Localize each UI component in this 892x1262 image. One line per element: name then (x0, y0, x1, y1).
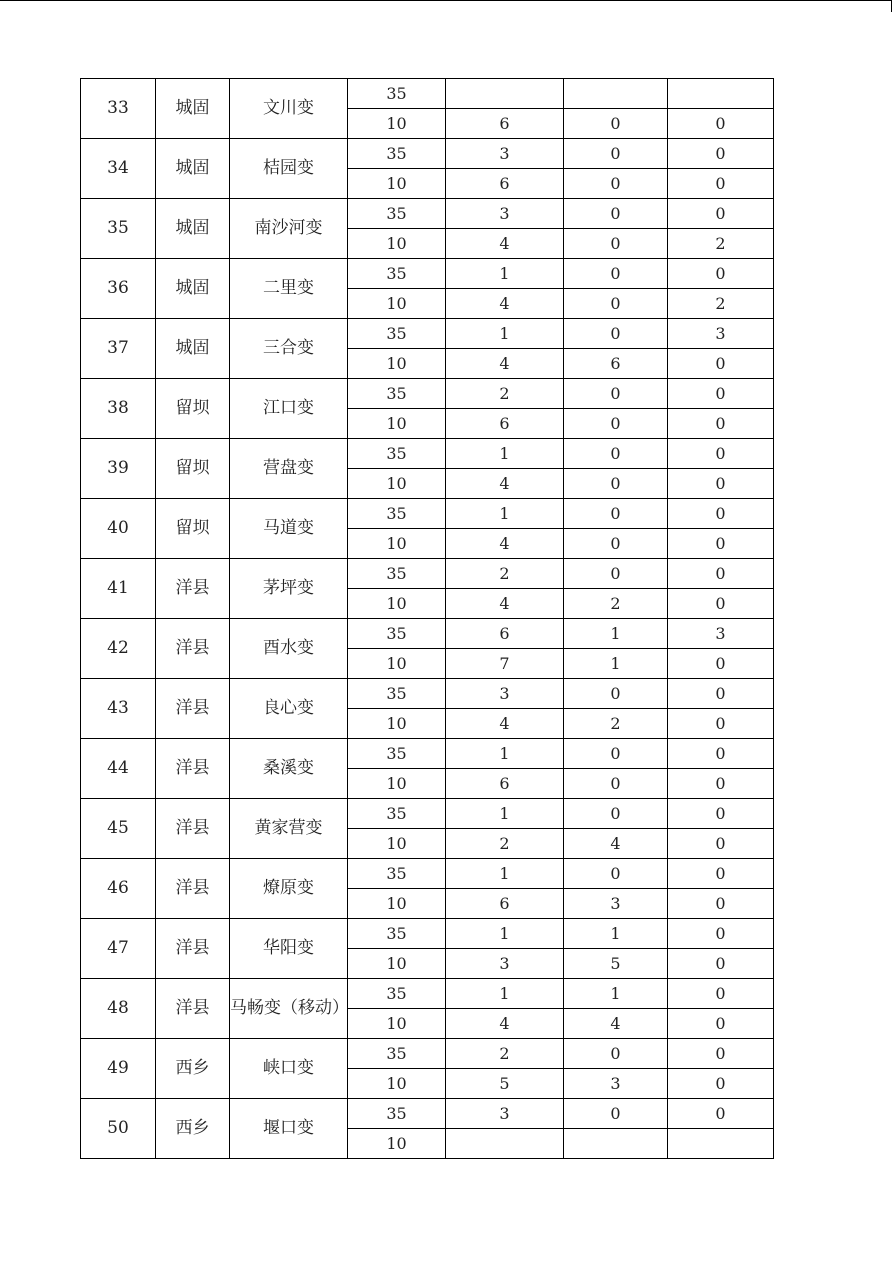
count-c-cell: 3 (668, 619, 774, 649)
station-cell: 江口变 (230, 379, 348, 439)
count-c-cell: 0 (668, 859, 774, 889)
voltage-cell: 35 (348, 559, 446, 589)
row-number-cell: 33 (81, 79, 156, 139)
voltage-cell: 10 (348, 1129, 446, 1159)
count-a-cell: 6 (446, 889, 564, 919)
count-b-cell: 0 (564, 529, 668, 559)
county-cell: 洋县 (156, 859, 230, 919)
count-c-cell: 0 (668, 829, 774, 859)
count-b-cell: 6 (564, 349, 668, 379)
voltage-cell: 10 (348, 469, 446, 499)
voltage-cell: 10 (348, 1009, 446, 1039)
count-c-cell: 0 (668, 259, 774, 289)
table-row (81, 859, 774, 889)
count-a-cell: 2 (446, 559, 564, 589)
table-row (81, 499, 774, 529)
substation-table-body (81, 79, 774, 1159)
station-cell: 文川变 (230, 79, 348, 139)
row-number-cell: 43 (81, 679, 156, 739)
voltage-cell: 35 (348, 139, 446, 169)
table-row (81, 439, 774, 469)
table-row (81, 619, 774, 649)
county-cell: 西乡 (156, 1099, 230, 1159)
count-a-cell: 2 (446, 829, 564, 859)
voltage-cell: 10 (348, 769, 446, 799)
voltage-cell: 35 (348, 1099, 446, 1129)
table-row (81, 139, 774, 169)
row-number-cell: 49 (81, 1039, 156, 1099)
county-cell: 城固 (156, 139, 230, 199)
voltage-cell: 35 (348, 619, 446, 649)
voltage-cell: 10 (348, 229, 446, 259)
count-c-cell: 0 (668, 1039, 774, 1069)
county-cell: 城固 (156, 259, 230, 319)
count-a-cell: 6 (446, 619, 564, 649)
count-b-cell: 0 (564, 409, 668, 439)
voltage-cell: 35 (348, 1039, 446, 1069)
count-a-cell: 5 (446, 1069, 564, 1099)
voltage-cell: 10 (348, 649, 446, 679)
count-a-cell: 1 (446, 799, 564, 829)
count-a-cell (446, 79, 564, 109)
station-cell: 峡口变 (230, 1039, 348, 1099)
station-cell: 马道变 (230, 499, 348, 559)
row-number-cell: 44 (81, 739, 156, 799)
count-b-cell: 4 (564, 829, 668, 859)
count-c-cell: 0 (668, 499, 774, 529)
station-cell: 马畅变（移动） (230, 979, 348, 1039)
station-cell: 良心变 (230, 679, 348, 739)
count-b-cell: 0 (564, 289, 668, 319)
count-c-cell: 0 (668, 169, 774, 199)
voltage-cell: 35 (348, 859, 446, 889)
station-cell: 二里变 (230, 259, 348, 319)
row-number-cell: 41 (81, 559, 156, 619)
count-b-cell: 0 (564, 109, 668, 139)
voltage-cell: 10 (348, 709, 446, 739)
count-a-cell: 4 (446, 589, 564, 619)
count-c-cell: 0 (668, 979, 774, 1009)
voltage-cell: 35 (348, 799, 446, 829)
count-b-cell: 0 (564, 199, 668, 229)
count-a-cell: 3 (446, 1099, 564, 1129)
count-c-cell: 2 (668, 229, 774, 259)
count-b-cell: 4 (564, 1009, 668, 1039)
count-b-cell: 0 (564, 139, 668, 169)
count-c-cell: 0 (668, 379, 774, 409)
count-a-cell: 1 (446, 979, 564, 1009)
station-cell: 桔园变 (230, 139, 348, 199)
voltage-cell: 10 (348, 289, 446, 319)
county-cell: 洋县 (156, 619, 230, 679)
count-b-cell: 2 (564, 709, 668, 739)
count-b-cell: 2 (564, 589, 668, 619)
count-c-cell: 0 (668, 349, 774, 379)
count-b-cell: 0 (564, 859, 668, 889)
count-a-cell: 4 (446, 349, 564, 379)
count-b-cell: 1 (564, 979, 668, 1009)
count-a-cell: 4 (446, 289, 564, 319)
count-b-cell: 0 (564, 739, 668, 769)
count-a-cell: 1 (446, 319, 564, 349)
count-a-cell: 3 (446, 199, 564, 229)
county-cell: 西乡 (156, 1039, 230, 1099)
county-cell: 洋县 (156, 799, 230, 859)
count-b-cell: 0 (564, 559, 668, 589)
voltage-cell: 35 (348, 919, 446, 949)
count-b-cell: 0 (564, 679, 668, 709)
county-cell: 城固 (156, 199, 230, 259)
count-b-cell: 0 (564, 1039, 668, 1069)
station-cell: 堰口变 (230, 1099, 348, 1159)
county-cell: 洋县 (156, 559, 230, 619)
row-number-cell: 37 (81, 319, 156, 379)
count-b-cell: 0 (564, 769, 668, 799)
count-a-cell: 2 (446, 1039, 564, 1069)
voltage-cell: 10 (348, 109, 446, 139)
count-b-cell: 1 (564, 649, 668, 679)
count-c-cell: 0 (668, 709, 774, 739)
count-c-cell: 0 (668, 679, 774, 709)
count-c-cell: 0 (668, 799, 774, 829)
table-row (81, 379, 774, 409)
count-a-cell: 4 (446, 1009, 564, 1039)
substation-table (80, 78, 774, 1159)
table-row (81, 919, 774, 949)
count-c-cell: 0 (668, 739, 774, 769)
count-c-cell: 0 (668, 1099, 774, 1129)
count-c-cell (668, 79, 774, 109)
voltage-cell: 10 (348, 169, 446, 199)
county-cell: 留坝 (156, 499, 230, 559)
count-c-cell: 0 (668, 589, 774, 619)
station-cell: 酉水变 (230, 619, 348, 679)
count-c-cell: 0 (668, 889, 774, 919)
count-b-cell (564, 79, 668, 109)
row-number-cell: 47 (81, 919, 156, 979)
count-c-cell: 0 (668, 949, 774, 979)
row-number-cell: 39 (81, 439, 156, 499)
station-cell: 南沙河变 (230, 199, 348, 259)
row-number-cell: 46 (81, 859, 156, 919)
count-b-cell (564, 1129, 668, 1159)
count-a-cell: 2 (446, 379, 564, 409)
count-b-cell: 3 (564, 1069, 668, 1099)
count-b-cell: 1 (564, 919, 668, 949)
table-row (81, 679, 774, 709)
table-row (81, 1039, 774, 1069)
count-a-cell: 4 (446, 529, 564, 559)
table-row (81, 319, 774, 349)
voltage-cell: 35 (348, 739, 446, 769)
row-number-cell: 45 (81, 799, 156, 859)
count-b-cell: 3 (564, 889, 668, 919)
count-a-cell: 3 (446, 949, 564, 979)
table-row (81, 559, 774, 589)
voltage-cell: 35 (348, 379, 446, 409)
count-c-cell: 0 (668, 769, 774, 799)
count-a-cell: 4 (446, 469, 564, 499)
table-row (81, 259, 774, 289)
county-cell: 城固 (156, 79, 230, 139)
county-cell: 洋县 (156, 739, 230, 799)
page-top-border (0, 0, 892, 1)
county-cell: 洋县 (156, 919, 230, 979)
voltage-cell: 10 (348, 949, 446, 979)
station-cell: 茅坪变 (230, 559, 348, 619)
count-c-cell: 0 (668, 649, 774, 679)
station-cell: 燎原变 (230, 859, 348, 919)
count-a-cell (446, 1129, 564, 1159)
voltage-cell: 10 (348, 589, 446, 619)
table-row (81, 1099, 774, 1129)
count-b-cell: 0 (564, 1099, 668, 1129)
count-c-cell: 0 (668, 439, 774, 469)
row-number-cell: 48 (81, 979, 156, 1039)
voltage-cell: 35 (348, 979, 446, 1009)
voltage-cell: 35 (348, 499, 446, 529)
table-row (81, 799, 774, 829)
count-a-cell: 1 (446, 919, 564, 949)
station-cell: 黄家营变 (230, 799, 348, 859)
table-row (81, 79, 774, 109)
count-c-cell: 2 (668, 289, 774, 319)
count-a-cell: 3 (446, 679, 564, 709)
voltage-cell: 10 (348, 349, 446, 379)
count-c-cell: 0 (668, 919, 774, 949)
voltage-cell: 10 (348, 889, 446, 919)
voltage-cell: 35 (348, 79, 446, 109)
county-cell: 留坝 (156, 379, 230, 439)
count-b-cell: 0 (564, 169, 668, 199)
count-b-cell: 0 (564, 439, 668, 469)
county-cell: 城固 (156, 319, 230, 379)
count-b-cell: 1 (564, 619, 668, 649)
voltage-cell: 35 (348, 439, 446, 469)
count-b-cell: 0 (564, 469, 668, 499)
voltage-cell: 10 (348, 1069, 446, 1099)
row-number-cell: 35 (81, 199, 156, 259)
county-cell: 洋县 (156, 679, 230, 739)
count-a-cell: 4 (446, 229, 564, 259)
count-c-cell: 0 (668, 469, 774, 499)
count-b-cell: 0 (564, 229, 668, 259)
count-a-cell: 1 (446, 259, 564, 289)
voltage-cell: 10 (348, 409, 446, 439)
count-a-cell: 6 (446, 409, 564, 439)
count-c-cell: 0 (668, 1009, 774, 1039)
count-b-cell: 0 (564, 319, 668, 349)
count-c-cell: 0 (668, 199, 774, 229)
table-row (81, 739, 774, 769)
count-c-cell: 0 (668, 409, 774, 439)
count-c-cell (668, 1129, 774, 1159)
station-cell: 营盘变 (230, 439, 348, 499)
count-c-cell: 0 (668, 1069, 774, 1099)
count-a-cell: 6 (446, 169, 564, 199)
station-cell: 华阳变 (230, 919, 348, 979)
count-a-cell: 1 (446, 439, 564, 469)
station-cell: 三合变 (230, 319, 348, 379)
voltage-cell: 35 (348, 199, 446, 229)
count-b-cell: 0 (564, 379, 668, 409)
count-c-cell: 0 (668, 139, 774, 169)
count-c-cell: 0 (668, 109, 774, 139)
count-a-cell: 1 (446, 499, 564, 529)
table-row (81, 199, 774, 229)
count-a-cell: 3 (446, 139, 564, 169)
count-b-cell: 0 (564, 499, 668, 529)
voltage-cell: 10 (348, 529, 446, 559)
count-c-cell: 3 (668, 319, 774, 349)
voltage-cell: 35 (348, 259, 446, 289)
row-number-cell: 42 (81, 619, 156, 679)
row-number-cell: 38 (81, 379, 156, 439)
count-b-cell: 0 (564, 259, 668, 289)
count-a-cell: 6 (446, 769, 564, 799)
count-b-cell: 0 (564, 799, 668, 829)
station-cell: 桑溪变 (230, 739, 348, 799)
voltage-cell: 35 (348, 319, 446, 349)
count-c-cell: 0 (668, 529, 774, 559)
count-a-cell: 1 (446, 859, 564, 889)
voltage-cell: 35 (348, 679, 446, 709)
row-number-cell: 40 (81, 499, 156, 559)
sheet-viewport[interactable] (80, 84, 777, 1153)
count-a-cell: 1 (446, 739, 564, 769)
count-a-cell: 6 (446, 109, 564, 139)
count-a-cell: 7 (446, 649, 564, 679)
count-b-cell: 5 (564, 949, 668, 979)
row-number-cell: 50 (81, 1099, 156, 1159)
voltage-cell: 10 (348, 829, 446, 859)
county-cell: 留坝 (156, 439, 230, 499)
count-c-cell: 0 (668, 559, 774, 589)
row-number-cell: 36 (81, 259, 156, 319)
county-cell: 洋县 (156, 979, 230, 1039)
table-row (81, 979, 774, 1009)
row-number-cell: 34 (81, 139, 156, 199)
count-a-cell: 4 (446, 709, 564, 739)
